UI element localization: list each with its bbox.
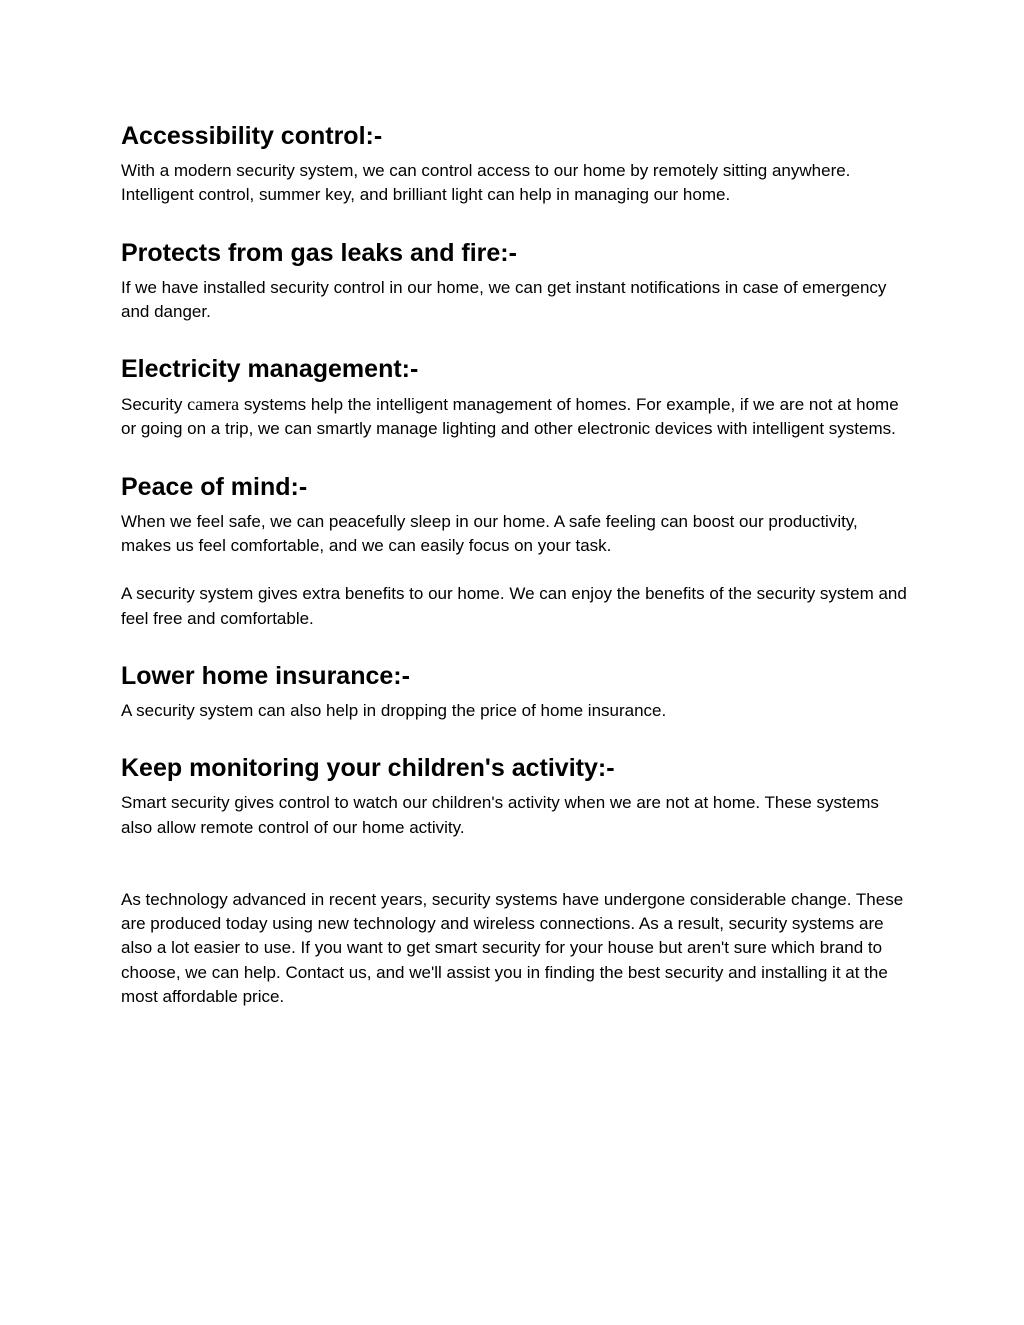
heading-lower-home-insurance: Lower home insurance:- [121, 661, 410, 690]
paragraph-accessibility-control: With a modern security system, we can control access to our home by remotely sitting anywhere. Intelligent control, summer key, and brilliant light can help in managing our home. [121, 161, 851, 205]
heading-peace-of-mind: Peace of mind:- [121, 472, 308, 501]
document-page [121, 119, 911, 1009]
paragraph-electricity-camera-word: camera [187, 394, 240, 415]
paragraph-peace-of-mind-2: A security system gives extra benefits to our home. We can enjoy the benefits of the security system and feel free and comfortable. [121, 584, 907, 628]
heading-children-activity: Keep monitoring your children's activity:- [121, 754, 615, 783]
heading-accessibility-control: Accessibility control:- [121, 122, 383, 150]
heading-gas-leaks-fire: Protects from gas leaks and fire:- [121, 238, 517, 267]
paragraph-children-activity: Smart security gives control to watch our children's activity when we are not at home. These systems also allow remote control of our home activity. [121, 793, 879, 837]
closing-paragraph: As technology advanced in recent years, security systems have undergone considerable change. These are produced today using new technology and wireless connections. As a result, security systems are also a lot easier to use. If you want to get smart security for your house but aren't sure which brand to choose, we can help. Contact us, and we'll assist you in finding the best security and installing it at the most affordable price. [121, 889, 904, 1007]
paragraph-electricity-management [121, 392, 911, 442]
paragraph-electricity-after: systems help the intelligent management of homes. For example, if we are not at home or going on a trip, we can smartly manage lighting and other electronic devices with intelligent systems. [121, 395, 899, 439]
heading-electricity-management: Electricity management:- [121, 355, 419, 384]
paragraph-lower-home-insurance: A security system can also help in dropping the price of home insurance. [121, 700, 667, 720]
paragraph-electricity-before: Security [121, 395, 188, 415]
paragraph-gas-leaks-fire: If we have installed security control in our home, we can get instant notifications in case of emergency and danger. [121, 277, 887, 321]
paragraph-peace-of-mind-1: When we feel safe, we can peacefully sleep in our home. A safe feeling can boost our productivity, makes us feel comfortable, and we can easily focus on your task. [121, 511, 858, 556]
